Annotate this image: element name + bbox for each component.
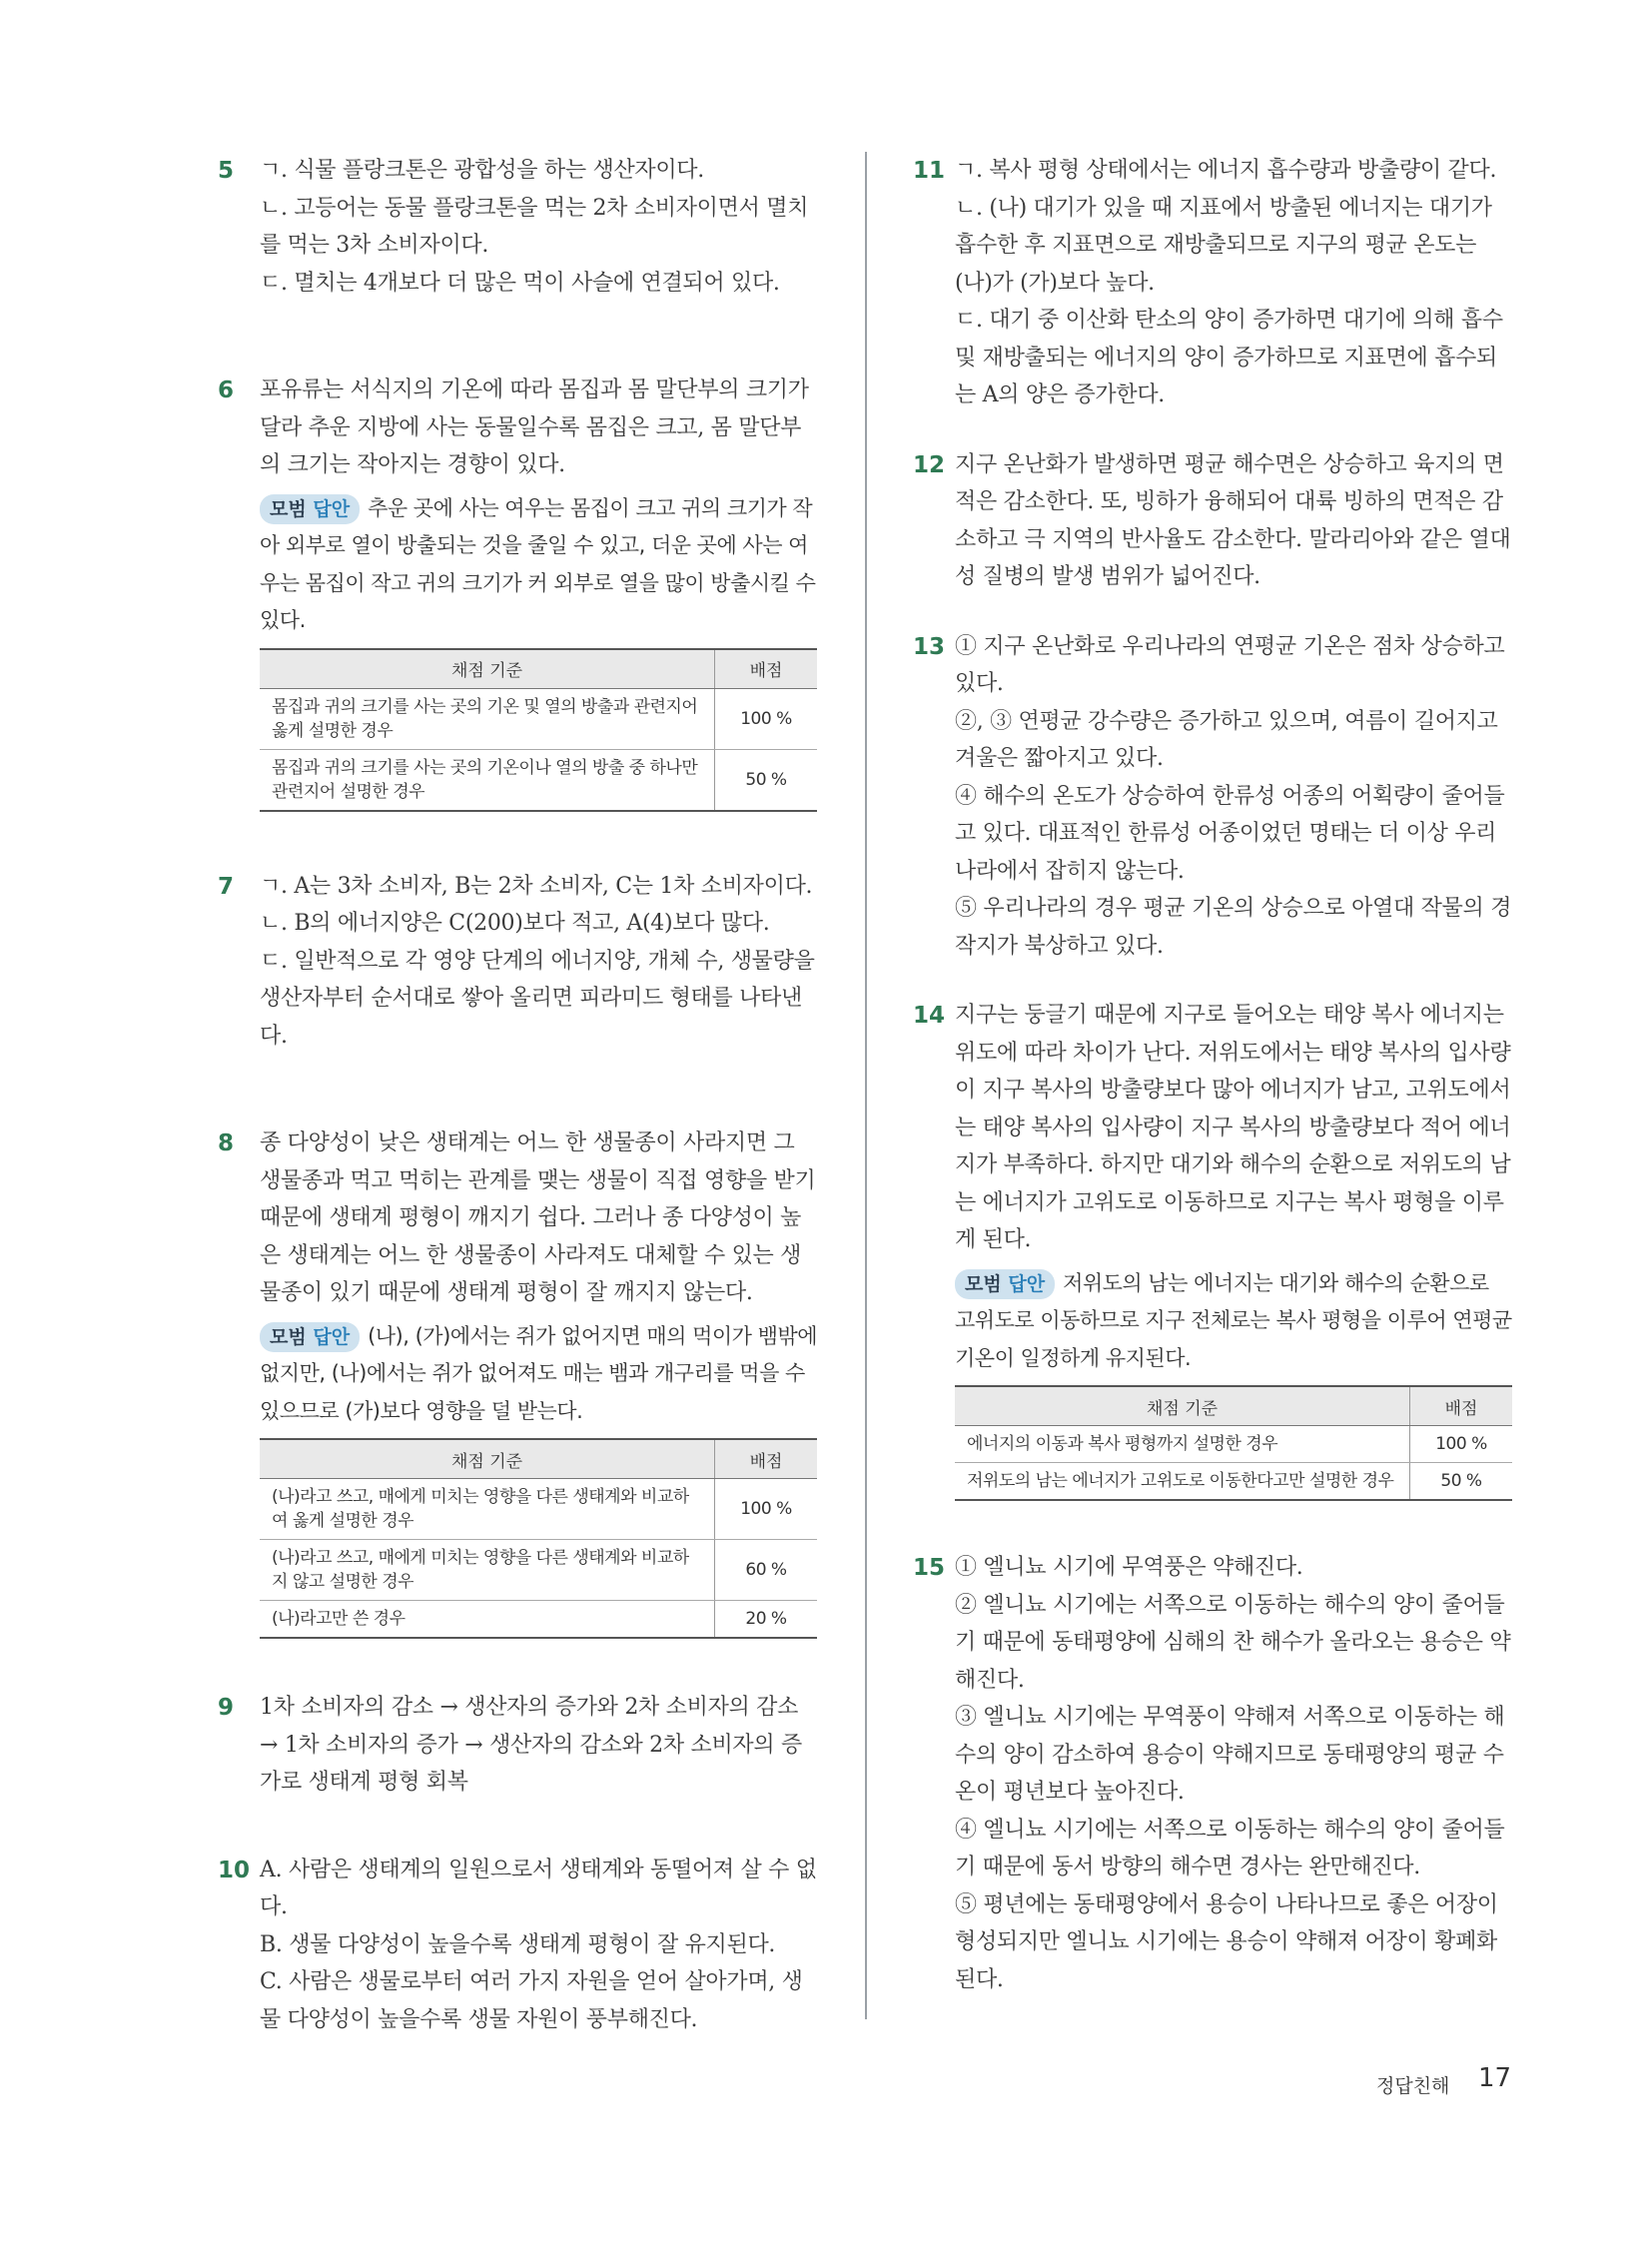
answer-line: ⑤ 평년에는 동태평양에서 용승이 나타나므로 좋은 어장이 형성되지만 엘니뇨 시기에는 용승이 약해져 어장이 황폐화된다. <box>955 1891 1498 1992</box>
answer-line: ㄴ. (나) 대기가 있을 때 지표에서 방출된 에너지는 대기가 흡수한 후 지표면으로 재방출되므로 지구의 평균 온도는 (나)가 (가)보다 높다. <box>955 195 1492 296</box>
criteria-header: 채점 기준 <box>260 649 715 689</box>
question-number: 14 <box>913 1003 946 1029</box>
question-12 <box>913 446 1512 596</box>
answer-line: ④ 해수의 온도가 상승하여 한류성 어종의 어획량이 줄어들고 있다. 대표적인 한류성 어종이었던 명태는 더 이상 우리나라에서 잡히지 않는다. <box>955 783 1505 884</box>
points-cell: 60 % <box>715 1540 818 1601</box>
question-5 <box>218 152 817 302</box>
column-divider <box>865 152 867 2019</box>
explanation-text: 포유류는 서식지의 기온에 따라 몸집과 몸 말단부의 크기가 달라 추운 지방에 사는 동물일수록 몸집은 크고, 몸 말단부의 크기는 작아지는 경향이 있다. <box>260 377 809 477</box>
question-10 <box>218 1852 817 2039</box>
question-number: 12 <box>913 451 946 478</box>
table-row <box>955 1463 1512 1501</box>
criteria-cell: 저위도의 남는 에너지가 고위도로 이동한다고만 설명한 경우 <box>955 1463 1410 1501</box>
question-number: 9 <box>218 1695 235 1721</box>
points-cell: 100 % <box>1410 1426 1513 1463</box>
answer-line: ㄴ. 고등어는 동물 플랑크톤을 먹는 2차 소비자이면서 멸치를 먹는 3차 소비자이다. <box>260 195 809 258</box>
answer-line: ⑤ 우리나라의 경우 평균 기온의 상승으로 아열대 작물의 경작지가 북상하고 있다. <box>955 896 1512 959</box>
table-row <box>260 688 817 749</box>
criteria-header: 채점 기준 <box>260 1439 715 1479</box>
scoring-table <box>260 1438 817 1639</box>
table-row <box>260 749 817 811</box>
answer-line: ㄱ. 복사 평형 상태에서는 에너지 흡수량과 방출량이 같다. <box>955 158 1497 183</box>
question-11 <box>913 152 1512 414</box>
question-number: 11 <box>913 158 946 184</box>
model-answer-badge: 모범 답안 <box>260 1322 360 1352</box>
answer-line: ㄱ. 식물 플랑크톤은 광합성을 하는 생산자이다. <box>260 158 704 183</box>
points-cell: 100 % <box>715 688 818 749</box>
points-header: 배점 <box>715 1439 818 1479</box>
question-14 <box>913 997 1512 1501</box>
table-row <box>260 1540 817 1601</box>
criteria-cell: (나)라고 쓰고, 매에게 미치는 영향을 다른 생태계와 비교하지 않고 설명한 경우 <box>260 1540 715 1601</box>
question-15 <box>913 1549 1512 1998</box>
criteria-cell: (나)라고만 쓴 경우 <box>260 1601 715 1639</box>
model-answer <box>260 490 817 640</box>
points-cell: 50 % <box>715 749 818 811</box>
answer-line: ②, ③ 연평균 강수량은 증가하고 있으며, 여름이 길어지고 겨울은 짧아지고 있다. <box>955 708 1498 771</box>
points-cell: 100 % <box>715 1479 818 1540</box>
question-number: 5 <box>218 158 235 184</box>
table-row <box>260 1479 817 1540</box>
answer-line: ① 지구 온난화로 우리나라의 연평균 기온은 점차 상승하고 있다. <box>955 633 1505 696</box>
model-answer-badge: 모범 답안 <box>260 494 360 524</box>
question-6 <box>218 372 817 812</box>
criteria-cell: 몸집과 귀의 크기를 사는 곳의 기온 및 열의 방출과 관련지어 옳게 설명한 경우 <box>260 688 715 749</box>
answer-line: ② 엘니뇨 시기에는 서쪽으로 이동하는 해수의 양이 줄어들기 때문에 동태평양에 심해의 찬 해수가 올라오는 용승은 약해진다. <box>955 1592 1511 1693</box>
left-column <box>218 150 817 2038</box>
question-number: 7 <box>218 873 235 900</box>
explanation-text: 지구 온난화가 발생하면 평균 해수면은 상승하고 육지의 면적은 감소한다. 또, 빙하가 융해되어 대륙 빙하의 면적은 감소하고 극 지역의 반사율도 감소한다. 말라리아와 같은 열대성 질병의 발생 범위가 넓어진다. <box>955 451 1511 589</box>
question-13 <box>913 628 1512 966</box>
question-9 <box>218 1689 817 1802</box>
criteria-cell: 에너지의 이동과 복사 평형까지 설명한 경우 <box>955 1426 1410 1463</box>
table-row <box>955 1426 1512 1463</box>
points-header: 배점 <box>715 649 818 689</box>
question-number: 6 <box>218 377 235 403</box>
answer-line: B. 생물 다양성이 높을수록 생태계 평형이 잘 유지된다. <box>260 1931 776 1957</box>
question-number: 13 <box>913 633 946 660</box>
question-8 <box>218 1124 817 1639</box>
scoring-table <box>955 1385 1512 1501</box>
table-row <box>260 1601 817 1639</box>
points-cell: 50 % <box>1410 1463 1513 1501</box>
model-answer-text: 저위도의 남는 에너지는 대기와 해수의 순환으로 고위도로 이동하므로 지구 전체로는 복사 평형을 이루어 연평균 기온이 일정하게 유지된다. <box>955 1270 1512 1370</box>
answer-line: ㄴ. B의 에너지양은 C(200)보다 적고, A(4)보다 많다. <box>260 911 770 936</box>
points-header: 배점 <box>1410 1386 1513 1426</box>
question-number: 8 <box>218 1130 235 1156</box>
explanation-text: 1차 소비자의 감소 → 생산자의 증가와 2차 소비자의 감소 → 1차 소비자의 증가 → 생산자의 감소와 2차 소비자의 증가로 생태계 평형 회복 <box>260 1695 802 1795</box>
footer-book-label: 정답친해 <box>1376 2075 1450 2097</box>
model-answer-badge: 모범 답안 <box>955 1269 1055 1299</box>
question-7 <box>218 868 817 1056</box>
answer-line: ㄷ. 멸치는 4개보다 더 많은 먹이 사슬에 연결되어 있다. <box>260 270 780 296</box>
model-answer-text: 추운 곳에 사는 여우는 몸집이 크고 귀의 크기가 작아 외부로 열이 방출되는 것을 줄일 수 있고, 더운 곳에 사는 여우는 몸집이 작고 귀의 크기가 커 외부로 열을 많이 방출시킬 수 있다. <box>260 495 816 632</box>
answer-line: A. 사람은 생태계의 일원으로서 생태계와 동떨어져 살 수 없다. <box>260 1857 817 1919</box>
model-answer-text: (나), (가)에서는 쥐가 없어지면 매의 먹이가 뱀밖에 없지만, (나)에서는 쥐가 없어져도 매는 뱀과 개구리를 먹을 수 있으므로 (가)보다 영향을 덜 받는다. <box>260 1323 817 1423</box>
explanation-text: 종 다양성이 낮은 생태계는 어느 한 생물종이 사라지면 그 생물종과 먹고 먹히는 관계를 맺는 생물이 직접 영향을 받기 때문에 생태계 평형이 깨지기 쉽다. 그러나 종 다양성이 높은 생태계는 어느 한 생물종이 사라져도 대체할 수 있는 생물종이 있기 때문에 생태계 평형이 잘 깨지지 않는다. <box>260 1130 816 1305</box>
points-cell: 20 % <box>715 1601 818 1639</box>
explanation-text: 지구는 둥글기 때문에 지구로 들어오는 태양 복사 에너지는 위도에 따라 차이가 난다. 저위도에서는 태양 복사의 입사량이 지구 복사의 방출량보다 많아 에너지가 남고, 고위도에서는 태양 복사의 입사량이 지구 복사의 방출량보다 적어 에너지가 부족하다. 하지만 대기와 해수의 순환으로 저위도의 남는 에너지가 고위도로 이동하므로 지구는 복사 평형을 이루게 된다. <box>955 1003 1511 1252</box>
criteria-header: 채점 기준 <box>955 1386 1410 1426</box>
question-number: 10 <box>218 1857 251 1883</box>
question-number: 15 <box>913 1555 946 1581</box>
answer-line: ㄷ. 일반적으로 각 영양 단계의 에너지양, 개체 수, 생물량을 생산자부터 순서대로 쌓아 올리면 피라미드 형태를 나타낸다. <box>260 948 815 1049</box>
scoring-table <box>260 648 817 812</box>
answer-line: C. 사람은 생물로부터 여러 가지 자원을 얻어 살아가며, 생물 다양성이 높을수록 생물 자원이 풍부해진다. <box>260 1969 803 2032</box>
answer-line: ㄷ. 대기 중 이산화 탄소의 양이 증가하면 대기에 의해 흡수 및 재방출되는 에너지의 양이 증가하므로 지표면에 흡수되는 A의 양은 증가한다. <box>955 308 1503 407</box>
answer-line: ㄱ. A는 3차 소비자, B는 2차 소비자, C는 1차 소비자이다. <box>260 873 813 899</box>
page-number: 17 <box>1478 2063 1512 2093</box>
criteria-cell: 몸집과 귀의 크기를 사는 곳의 기온이나 열의 방출 중 하나만 관련지어 설명한 경우 <box>260 749 715 811</box>
answer-line: ① 엘니뇨 시기에 무역풍은 약해진다. <box>955 1555 1303 1580</box>
model-answer <box>955 1265 1512 1378</box>
criteria-cell: (나)라고 쓰고, 매에게 미치는 영향을 다른 생태계와 비교하여 옳게 설명한 경우 <box>260 1479 715 1540</box>
answer-line: ④ 엘니뇨 시기에는 서쪽으로 이동하는 해수의 양이 줄어들기 때문에 동서 방향의 해수면 경사는 완만해진다. <box>955 1817 1505 1879</box>
answer-line: ③ 엘니뇨 시기에는 무역풍이 약해져 서쪽으로 이동하는 해수의 양이 감소하여 용승이 약해지므로 동태평양의 평균 수온이 평년보다 높아진다. <box>955 1705 1505 1805</box>
right-column <box>913 150 1512 1998</box>
model-answer <box>260 1318 817 1431</box>
